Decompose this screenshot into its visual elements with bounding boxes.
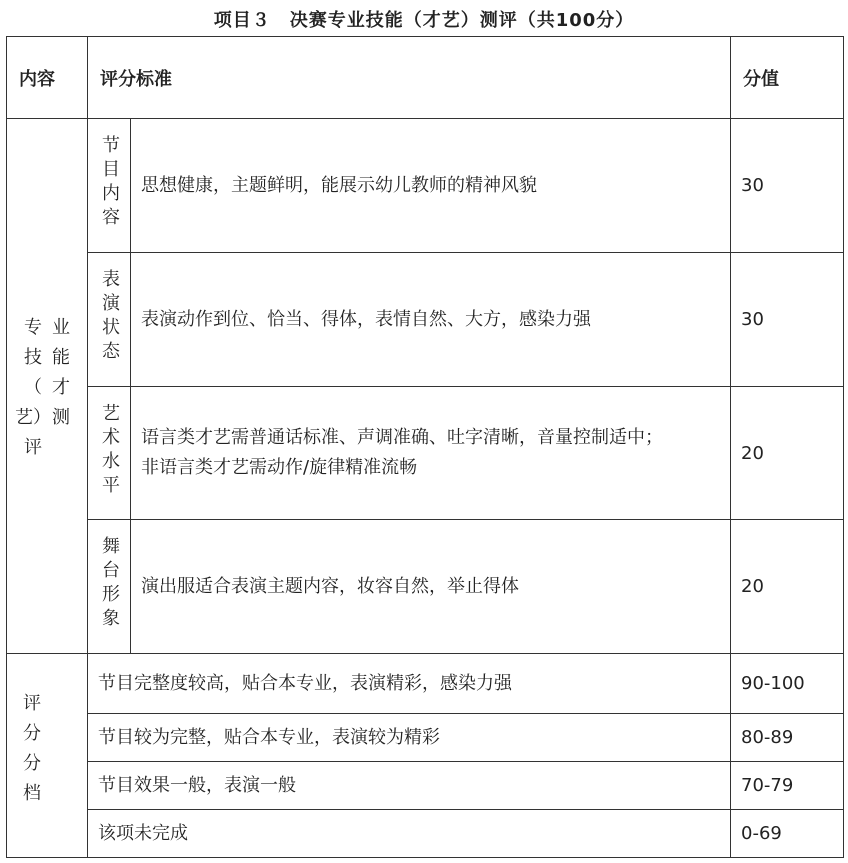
criteria-cell: 节目较为完整，贴合本专业，表演较为精彩 <box>88 714 731 762</box>
table-row <box>7 654 844 714</box>
criteria-text: 语言类才艺需普通话标准、声调准确、吐字清晰，音量控制适中； <box>141 427 663 448</box>
subcategory-label: 节目内容 <box>99 135 120 231</box>
subcategory-cell <box>88 253 131 387</box>
criteria-cell: 该项未完成 <box>88 810 731 858</box>
score-cell: 30 <box>731 119 844 253</box>
category-char: 能 <box>52 347 70 368</box>
category-text <box>15 311 75 461</box>
category-text: 评分分档 <box>20 693 41 813</box>
table-row <box>7 810 844 858</box>
header-criteria: 评分标准 <box>88 37 731 119</box>
score-cell: 30 <box>731 253 844 387</box>
subcategory-cell <box>88 387 131 520</box>
criteria-text: 非语言类才艺需动作/旋律精准流畅 <box>141 457 418 478</box>
subcategory-label: 舞台形象 <box>99 536 120 632</box>
subcategory-cell <box>88 520 131 654</box>
criteria-cell: 节目完整度较高，贴合本专业，表演精彩，感染力强 <box>88 654 731 714</box>
score-cell: 80-89 <box>731 714 844 762</box>
category-char: 才 <box>52 377 70 398</box>
score-cell: 20 <box>731 387 844 520</box>
header-row <box>7 37 844 119</box>
table-row <box>7 387 844 520</box>
category-score-tier <box>7 654 88 858</box>
criteria-text: 思想健康，主题鲜明，能展示幼儿教师的精神风貌 <box>141 174 537 196</box>
table-row <box>7 762 844 810</box>
table-title: 项目３ 决赛专业技能（才艺）测评（共100分） <box>213 10 635 31</box>
score-cell: 90-100 <box>731 654 844 714</box>
table-row <box>7 253 844 387</box>
score-cell: 70-79 <box>731 762 844 810</box>
category-char: 技 <box>24 347 42 368</box>
subcategory-label: 表演状态 <box>99 269 120 365</box>
criteria-cell <box>131 387 731 520</box>
criteria-text: 表演动作到位、恰当、得体，表情自然、大方，感染力强 <box>141 308 591 330</box>
table-row <box>7 119 844 253</box>
score-cell: 20 <box>731 520 844 654</box>
category-professional-skill <box>7 119 88 654</box>
table-row <box>7 520 844 654</box>
table-row <box>7 714 844 762</box>
scoring-table <box>6 36 844 858</box>
criteria-cell <box>131 119 731 253</box>
category-char: 业 <box>52 317 70 338</box>
criteria-cell <box>131 520 731 654</box>
header-content: 内容 <box>7 37 88 119</box>
criteria-cell <box>131 253 731 387</box>
category-char: 专 <box>24 317 42 338</box>
header-score: 分值 <box>731 37 844 119</box>
score-cell: 0-69 <box>731 810 844 858</box>
subcategory-label: 艺术水平 <box>99 402 120 499</box>
criteria-cell: 节目效果一般，表演一般 <box>88 762 731 810</box>
category-char: （ <box>24 377 42 398</box>
subcategory-cell <box>88 119 131 253</box>
category-char: 艺） <box>15 407 51 428</box>
criteria-text: 演出服适合表演主题内容，妆容自然，举止得体 <box>141 575 519 597</box>
category-char: 测 <box>52 407 70 428</box>
category-char: 评 <box>24 437 42 458</box>
